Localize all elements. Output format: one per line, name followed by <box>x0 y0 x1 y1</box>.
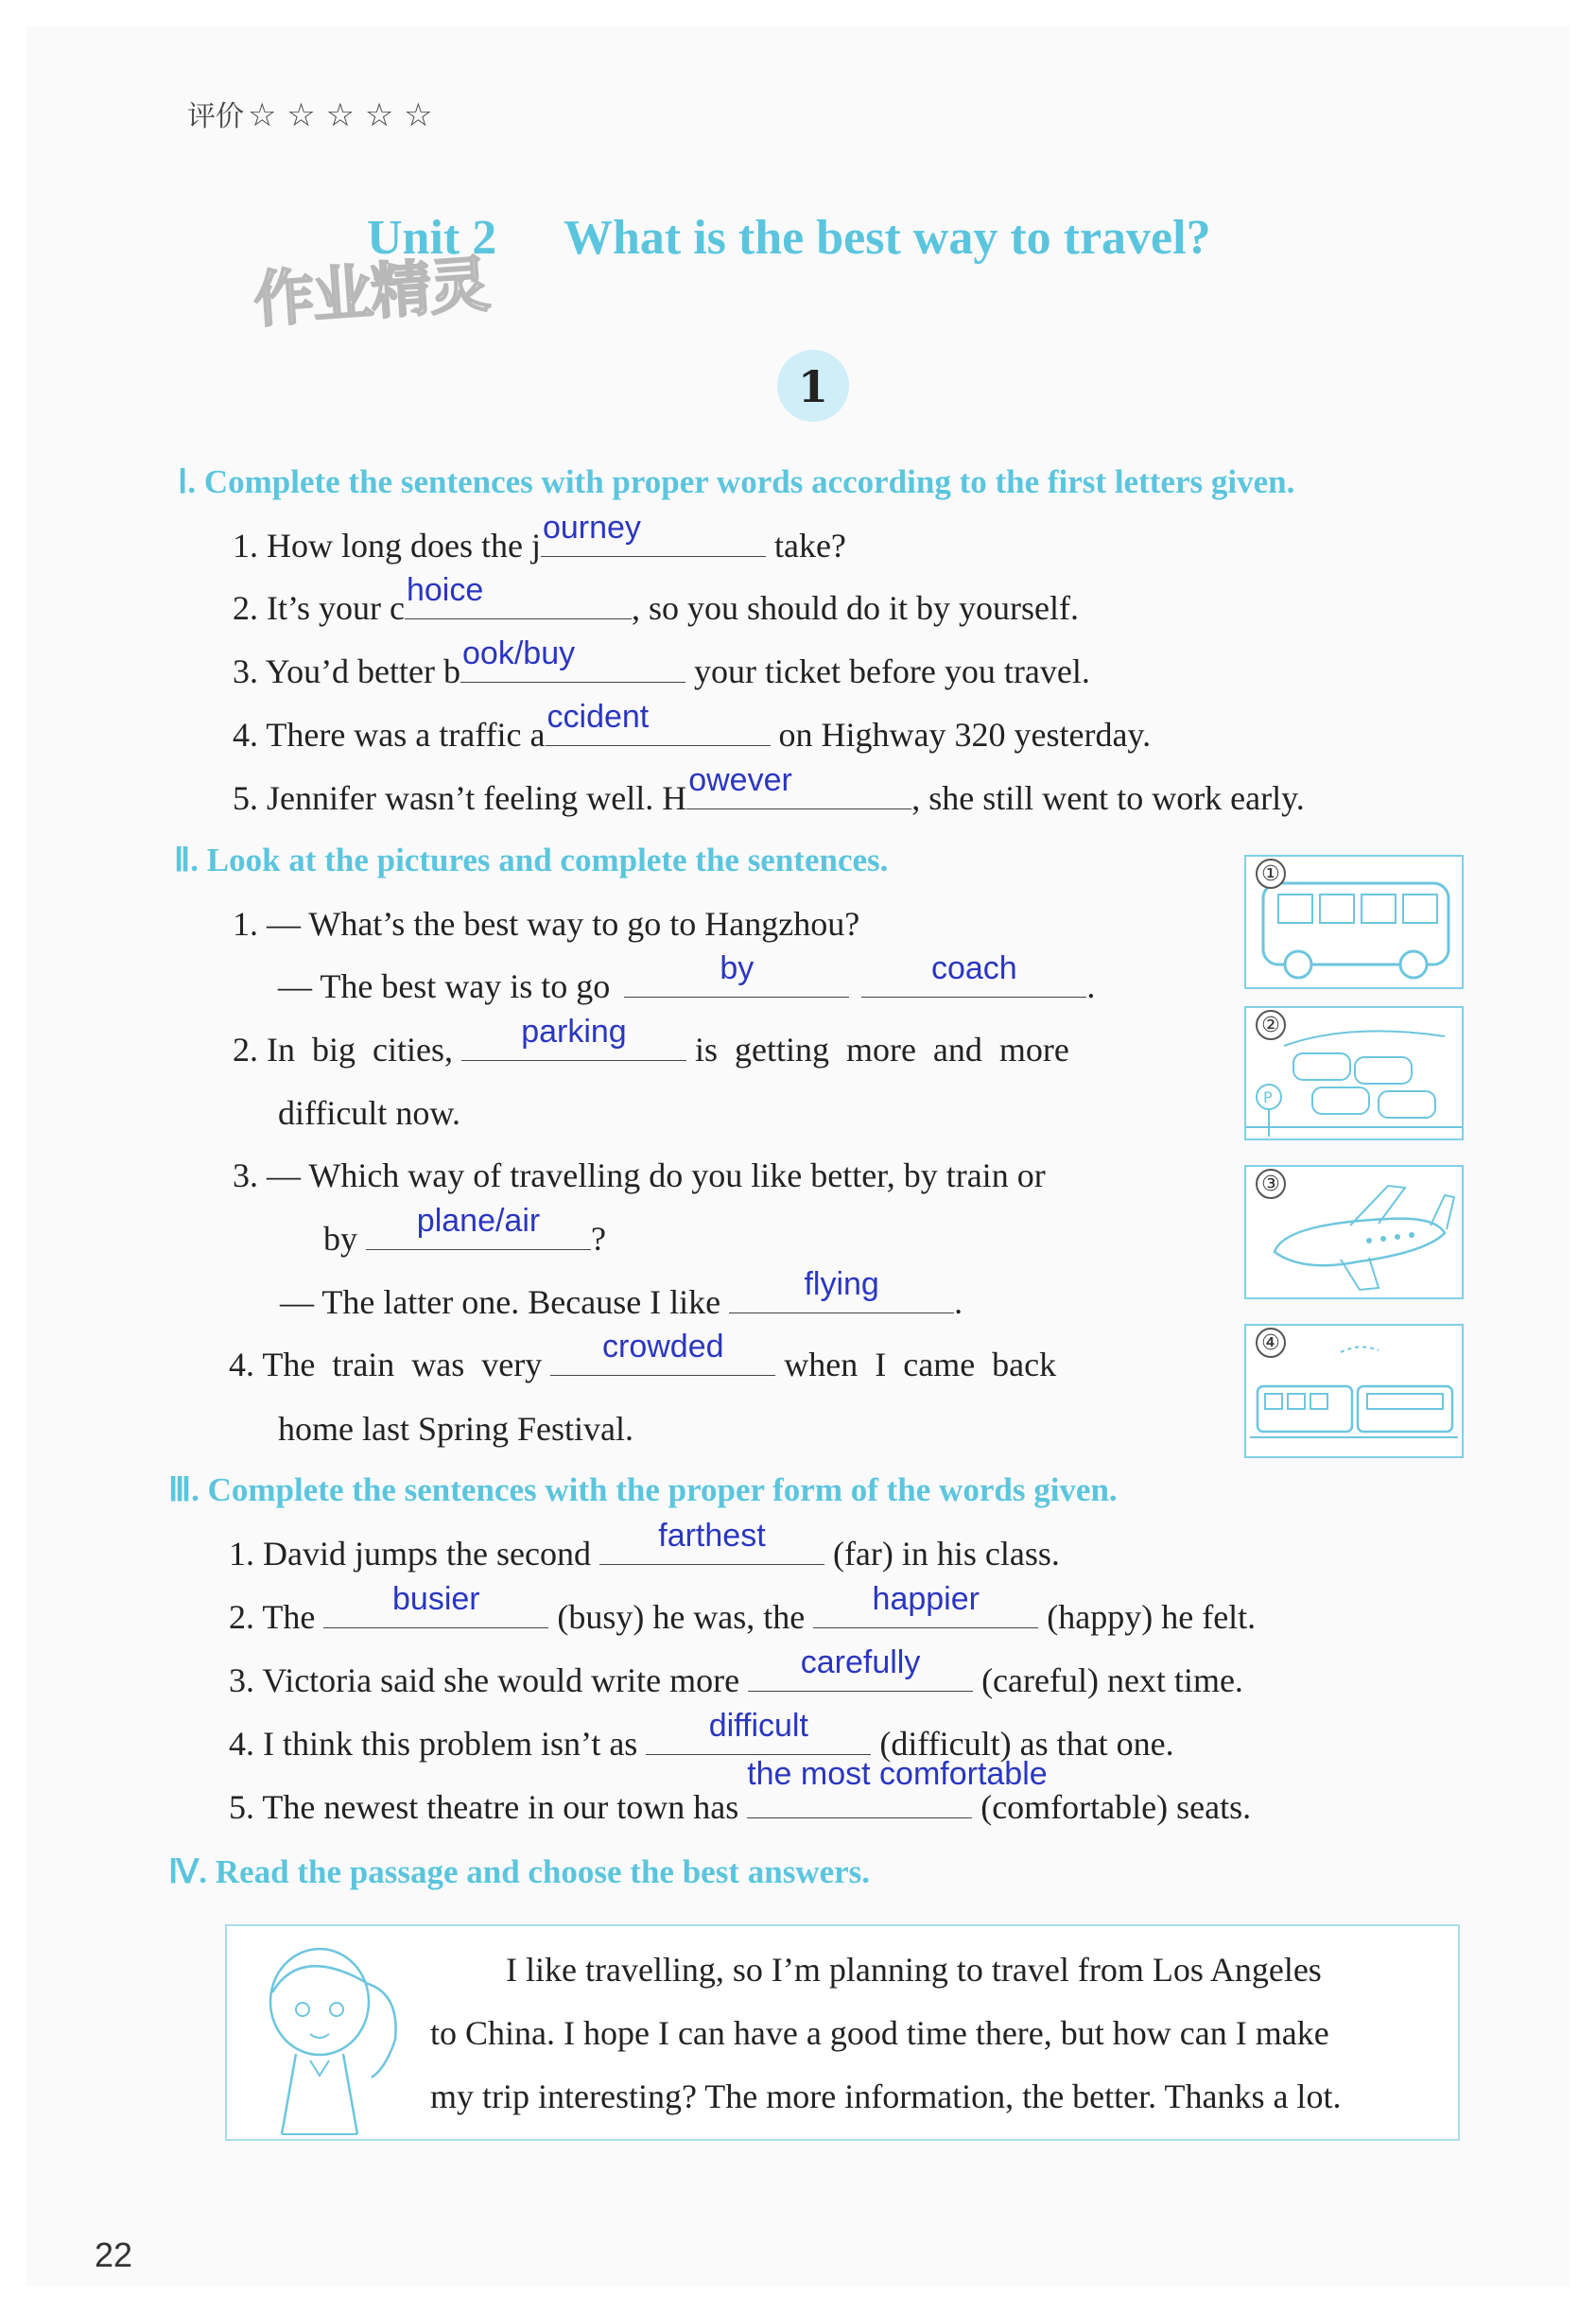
s2-q4-line1 <box>229 1329 1057 1384</box>
q-num: 3. <box>233 652 258 690</box>
answer-text: happier <box>872 1581 980 1617</box>
answer-blank[interactable] <box>550 1329 775 1376</box>
s1-q4 <box>233 699 1152 755</box>
answer-blank[interactable] <box>366 1203 591 1250</box>
s1-q5 <box>233 762 1305 818</box>
q-text: The <box>262 1598 316 1636</box>
page-number: 22 <box>95 2235 133 2274</box>
answer-text: carefully <box>800 1644 921 1680</box>
answer-blank[interactable] <box>599 1518 824 1565</box>
q-num: 5. <box>233 779 258 817</box>
q-text: take? <box>765 527 846 565</box>
watermark: 作业精灵 <box>252 250 491 337</box>
answer-blank[interactable] <box>813 1581 1038 1628</box>
rating-stars: ☆ ☆ ☆ ☆ ☆ <box>248 96 433 134</box>
answer-text: ourney <box>542 510 641 546</box>
answer-blank[interactable] <box>323 1581 548 1628</box>
answer-text: difficult <box>708 1708 808 1744</box>
q-text: — What’s the best way to go to Hangzhou? <box>267 905 860 943</box>
q-text: In big cities, <box>267 1031 453 1069</box>
q-text: your ticket before you travel. <box>685 652 1090 690</box>
answer-blank[interactable] <box>461 1014 686 1061</box>
answer-text: plane/air <box>416 1203 541 1239</box>
q-text: (comfortable) seats. <box>980 1788 1252 1826</box>
q-num: 1. <box>229 1535 254 1573</box>
s2-q1-line1 <box>233 904 859 944</box>
q-num: 2. <box>233 1031 258 1069</box>
s2-q3-line3 <box>280 1266 963 1322</box>
picture-3 <box>1244 1165 1464 1299</box>
answer-text: the most comfortable <box>747 1756 1048 1792</box>
q-num: 2. <box>229 1598 254 1636</box>
q-num: 4. <box>229 1346 254 1383</box>
answer-text: by <box>720 950 755 986</box>
q-num: 1. <box>233 905 258 943</box>
unit-title: What is the best way to travel? <box>564 211 1211 265</box>
s1-q2 <box>233 572 1079 628</box>
passage-line-1: I like travelling, so I’m planning to travel from Los Angeles <box>506 1951 1322 1989</box>
s2-q4-line2: home last Spring Festival. <box>278 1410 633 1448</box>
q-text: when I came back <box>775 1346 1057 1383</box>
picture-number: ① <box>1256 859 1286 889</box>
q-text: (busy) he was, the <box>557 1598 806 1636</box>
q-text: (careful) next time. <box>981 1661 1243 1699</box>
q-num: 3. <box>233 1156 258 1194</box>
answer-text: coach <box>930 950 1017 986</box>
answer-blank[interactable] <box>460 635 685 683</box>
answer-blank[interactable] <box>405 572 632 619</box>
answer-blank[interactable] <box>686 762 911 809</box>
answer-blank[interactable] <box>646 1708 871 1755</box>
s2-q2-line2: difficult now. <box>278 1094 460 1132</box>
q-num: 4. <box>233 716 258 754</box>
rating <box>187 93 433 134</box>
s2-q2-line1 <box>233 1014 1069 1069</box>
picture-number: ③ <box>1256 1169 1286 1199</box>
q-text: — The latter one. Because I like <box>280 1283 721 1321</box>
section2-heading: Ⅱ. Look at the pictures and complete the sentences. <box>174 842 889 878</box>
s3-q5 <box>229 1756 1252 1827</box>
section3-heading: Ⅲ. Complete the sentences with the proper form of the words given. <box>168 1471 1118 1508</box>
q-text: , she still went to work early. <box>911 779 1305 817</box>
q-text: is getting more and more <box>685 1031 1069 1069</box>
answer-blank[interactable] <box>546 699 771 746</box>
q-text: Jennifer wasn’t feeling well. H <box>267 779 687 817</box>
q-num: 2. <box>233 589 258 627</box>
answer-text: hoice <box>406 572 484 608</box>
s2-q3-line2 <box>323 1203 606 1259</box>
s2-q3-line1 <box>233 1156 1046 1195</box>
q-num: 4. <box>229 1725 254 1763</box>
answer-text: ook/buy <box>462 635 576 671</box>
s2-q1-line2 <box>278 950 1096 1006</box>
s3-q3 <box>229 1644 1243 1700</box>
section1-heading: Ⅰ. Complete the sentences with proper words according to the first letters given. <box>178 463 1295 500</box>
q-text: — The best way is to go <box>278 967 611 1005</box>
q-num: 5. <box>229 1788 254 1826</box>
answer-blank[interactable] <box>541 510 766 557</box>
answer-text: farthest <box>658 1518 766 1554</box>
picture-number: ② <box>1256 1010 1286 1040</box>
q-text: on Highway 320 yesterday. <box>770 716 1152 754</box>
passage-line-2: to China. I hope I can have a good time there, but how can I make <box>430 2014 1329 2052</box>
s1-q3 <box>233 635 1090 691</box>
picture-2 <box>1244 1006 1464 1140</box>
lesson-number: 1 <box>777 350 849 422</box>
q-text: (happy) he felt. <box>1047 1598 1257 1636</box>
s1-q1 <box>233 510 846 565</box>
q-text: You’d better b <box>265 652 461 690</box>
q-text: David jumps the second <box>263 1535 591 1573</box>
q-text: (far) in his class. <box>832 1535 1060 1573</box>
answer-text: busier <box>392 1581 480 1617</box>
picture-1 <box>1244 855 1464 989</box>
girl-illustration-icon <box>244 1936 405 2144</box>
q-text: The newest theatre in our town has <box>262 1788 739 1826</box>
q-text: . <box>954 1283 963 1321</box>
q-text: How long does the j <box>267 527 541 565</box>
answer-blank[interactable] <box>747 1756 1048 1818</box>
q-num: 3. <box>229 1661 254 1699</box>
passage-line-3: my trip interesting? The more information, the better. Thanks a lot. <box>430 2077 1342 2115</box>
q-text: ? <box>591 1220 606 1258</box>
q-num: 1. <box>233 527 258 565</box>
q-text: — Which way of travelling do you like better, by train or <box>267 1156 1046 1194</box>
s3-q1 <box>229 1518 1060 1573</box>
answer-text: crowded <box>602 1329 724 1365</box>
answer-text: parking <box>521 1014 627 1050</box>
answer-blank[interactable] <box>861 950 1086 998</box>
q-text: Victoria said she would write more <box>262 1661 740 1699</box>
picture-number: ④ <box>1256 1328 1286 1358</box>
answer-text: ccident <box>546 699 650 735</box>
section4-heading: Ⅳ. Read the passage and choose the best answers. <box>168 1853 871 1890</box>
picture-4 <box>1244 1324 1464 1458</box>
answer-blank[interactable] <box>748 1644 973 1692</box>
q-text: There was a traffic a <box>266 716 546 754</box>
answer-text: owever <box>688 762 792 798</box>
q-text: . <box>1086 967 1096 1005</box>
q-text: The train was very <box>262 1346 543 1383</box>
q-text: I think this problem isn’t as <box>263 1725 638 1763</box>
rating-label: 评价 <box>187 100 244 133</box>
q-text: by <box>323 1220 357 1258</box>
answer-blank[interactable] <box>624 950 849 998</box>
answer-text: flying <box>804 1266 879 1302</box>
q-text: It’s your c <box>267 589 405 627</box>
s3-q2 <box>229 1581 1257 1637</box>
svg-text:P: P <box>1263 1088 1273 1106</box>
answer-blank[interactable] <box>729 1266 954 1313</box>
q-text: , so you should do it by yourself. <box>631 589 1079 627</box>
q-text: (difficult) as that one. <box>879 1725 1174 1763</box>
unit-label: Unit 2 <box>367 211 497 265</box>
